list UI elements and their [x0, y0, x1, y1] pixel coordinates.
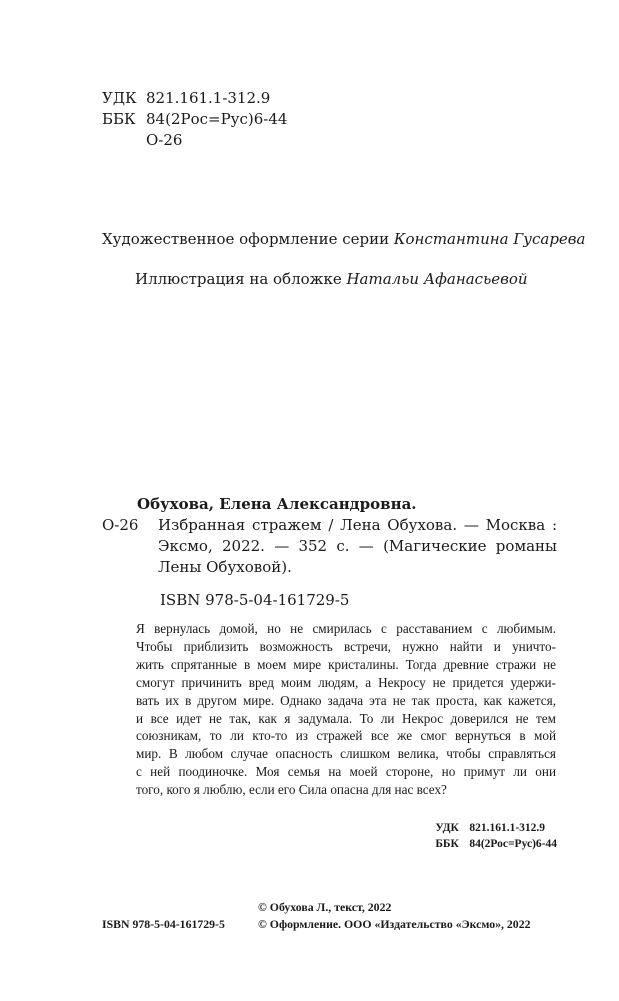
- udk-label: УДК: [102, 89, 137, 107]
- annotation-line: с ней поодиночке. Моя семья на моей стороне, но примут ли они: [136, 764, 556, 780]
- annotation-text: [136, 620, 556, 799]
- cover-illustration-credit: [135, 270, 528, 288]
- classification-block: [102, 88, 287, 151]
- bbk-label: ББК: [102, 110, 136, 128]
- copyright-footer: [102, 899, 562, 933]
- illustration-credit-prefix: Иллюстрация на обложке: [135, 270, 347, 288]
- series-design-credit: [102, 230, 585, 248]
- annotation-line: мир. В любом случае опасность слишком велика, чтобы справляться: [136, 746, 556, 762]
- udk-value: 821.161.1-312.9: [146, 89, 271, 107]
- description-line: Эксмо, 2022. — 352 с. — (Магические романы Лены: [158, 537, 557, 576]
- annotation-line: того, кого я люблю, если его Сила опасна для нас всех?: [136, 782, 447, 798]
- description-line: Избранная стражем / Лена Обухова. — Москва :: [158, 516, 557, 534]
- udk-small-label: УДК: [435, 822, 459, 834]
- annotation-line: жить спрятанные в моем мире кристалины. Тогда древние стражи не: [136, 656, 556, 672]
- series-credit-prefix: Художественное оформление серии: [102, 230, 394, 248]
- footer-isbn: ISBN 978-5-04-161729-5: [102, 917, 225, 931]
- illustrator-name: Натальи Афанасьевой: [346, 270, 528, 288]
- annotation-line: и все идет не так, как я задумала. То ли Некрос доверился не тем: [136, 710, 556, 726]
- author-sign: О-26: [146, 131, 183, 149]
- description-text: [158, 515, 557, 578]
- bbk-row: [102, 109, 287, 130]
- bbk-value: 84(2Рос=Рус)6-44: [146, 110, 288, 128]
- isbn-number: ISBN 978-5-04-161729-5: [160, 591, 350, 609]
- author-heading: Обухова, Елена Александровна.: [137, 495, 417, 513]
- udk-row: [102, 88, 287, 109]
- classification-codes-small: [435, 820, 557, 852]
- copyright-text: © Обухова Л., текст, 2022: [258, 900, 392, 914]
- description-line: Обуховой).: [206, 558, 292, 576]
- bbk-small-label: ББК: [435, 838, 459, 850]
- annotation-line: Чтобы приблизить возможность встречи, нужно найти и уничто-: [136, 638, 556, 654]
- bbk-small-row: [435, 836, 557, 852]
- copyright-design: © Оформление. ООО «Издательство «Эксмо», 2022: [258, 917, 531, 931]
- copyright-design-row: [102, 916, 562, 933]
- bibliographic-record: [102, 494, 557, 611]
- annotation-line: союзникам, то ли кто-то из стражей все же смог вернуться в мой: [136, 728, 556, 744]
- udk-small-row: [435, 820, 557, 836]
- annotation-line: смогут причинить вред моим людям, а Некросу не придется удержи-: [136, 674, 556, 690]
- annotation-line: Я вернулась домой, но не смирилась с расставанием с любимым.: [136, 621, 556, 636]
- bbk-small-value: 84(2Рос=Рус)6-44: [469, 838, 557, 850]
- series-designer-name: Константина Гусарева: [393, 230, 586, 248]
- author-sign-row: [102, 130, 287, 151]
- annotation-line: вать их в другом мире. Однако задача эта не так проста, как кажется,: [136, 692, 556, 708]
- udk-small-value: 821.161.1-312.9: [469, 822, 546, 834]
- copyright-text-row: [102, 899, 562, 916]
- author-sign-label: О-26: [102, 516, 139, 534]
- title-description: [102, 515, 557, 578]
